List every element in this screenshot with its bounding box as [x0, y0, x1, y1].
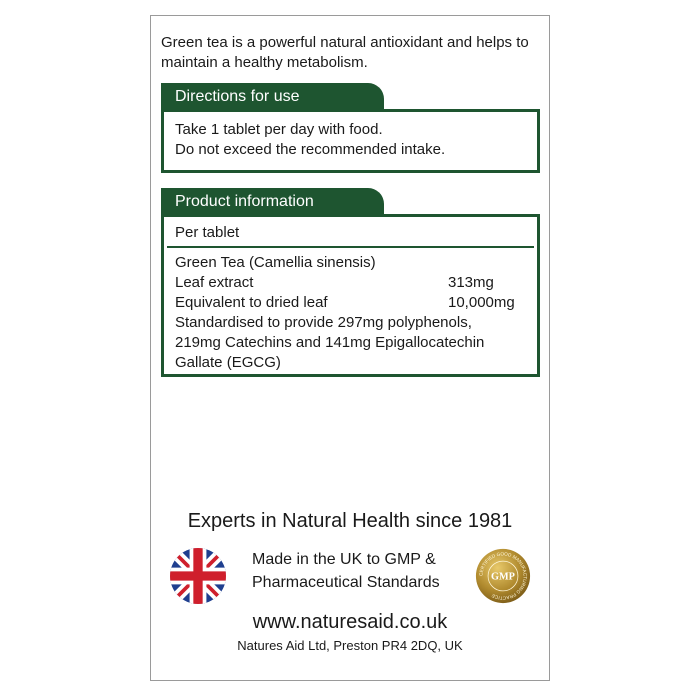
per-tablet-header: Per tablet [167, 223, 534, 248]
nutrient-label: Equivalent to dried leaf [175, 294, 328, 311]
website-link[interactable]: www.naturesaid.co.uk [252, 611, 448, 633]
standardisation-note: 219mg Catechins and 141mg Epigallocatechin [175, 334, 485, 351]
uk-flag-icon [170, 548, 226, 604]
standardisation-note: Standardised to provide 297mg polyphenols, [175, 314, 472, 331]
intro-line: maintain a healthy metabolism. [161, 54, 368, 71]
experts-tagline: Experts in Natural Health since 1981 [187, 510, 513, 532]
directions-line: Do not exceed the recommended intake. [175, 141, 446, 158]
gmp-ring-text: CERTIFIED GOOD MANUFACTURING PRACTICE [478, 551, 528, 601]
made-in-line: Made in the UK to GMP & [252, 551, 436, 568]
product-information-heading: Product information [161, 188, 384, 215]
standardisation-note: Gallate (EGCG) [175, 354, 281, 371]
intro-line: Green tea is a powerful natural antioxidant and helps to [161, 34, 529, 51]
product-information-box [161, 214, 540, 377]
made-in-uk-text [252, 548, 440, 594]
directions-line: Take 1 tablet per day with food. [175, 121, 383, 138]
ingredient-name: Green Tea (Camellia sinensis) [175, 254, 376, 271]
nutrient-label: Leaf extract [175, 274, 254, 291]
gmp-seal-icon [475, 548, 531, 604]
made-in-line: Pharmaceutical Standards [252, 574, 440, 591]
gmp-badge-text: GMP [491, 571, 515, 583]
intro-text [161, 33, 541, 73]
company-address: Natures Aid Ltd, Preston PR4 2DQ, UK [237, 638, 463, 653]
nutrient-value: 313mg [448, 274, 494, 291]
directions-heading: Directions for use [161, 83, 384, 110]
directions-box [161, 109, 540, 173]
nutrient-value: 10,000mg [448, 294, 515, 311]
nutrient-row [175, 273, 526, 293]
nutrient-row [175, 293, 526, 313]
